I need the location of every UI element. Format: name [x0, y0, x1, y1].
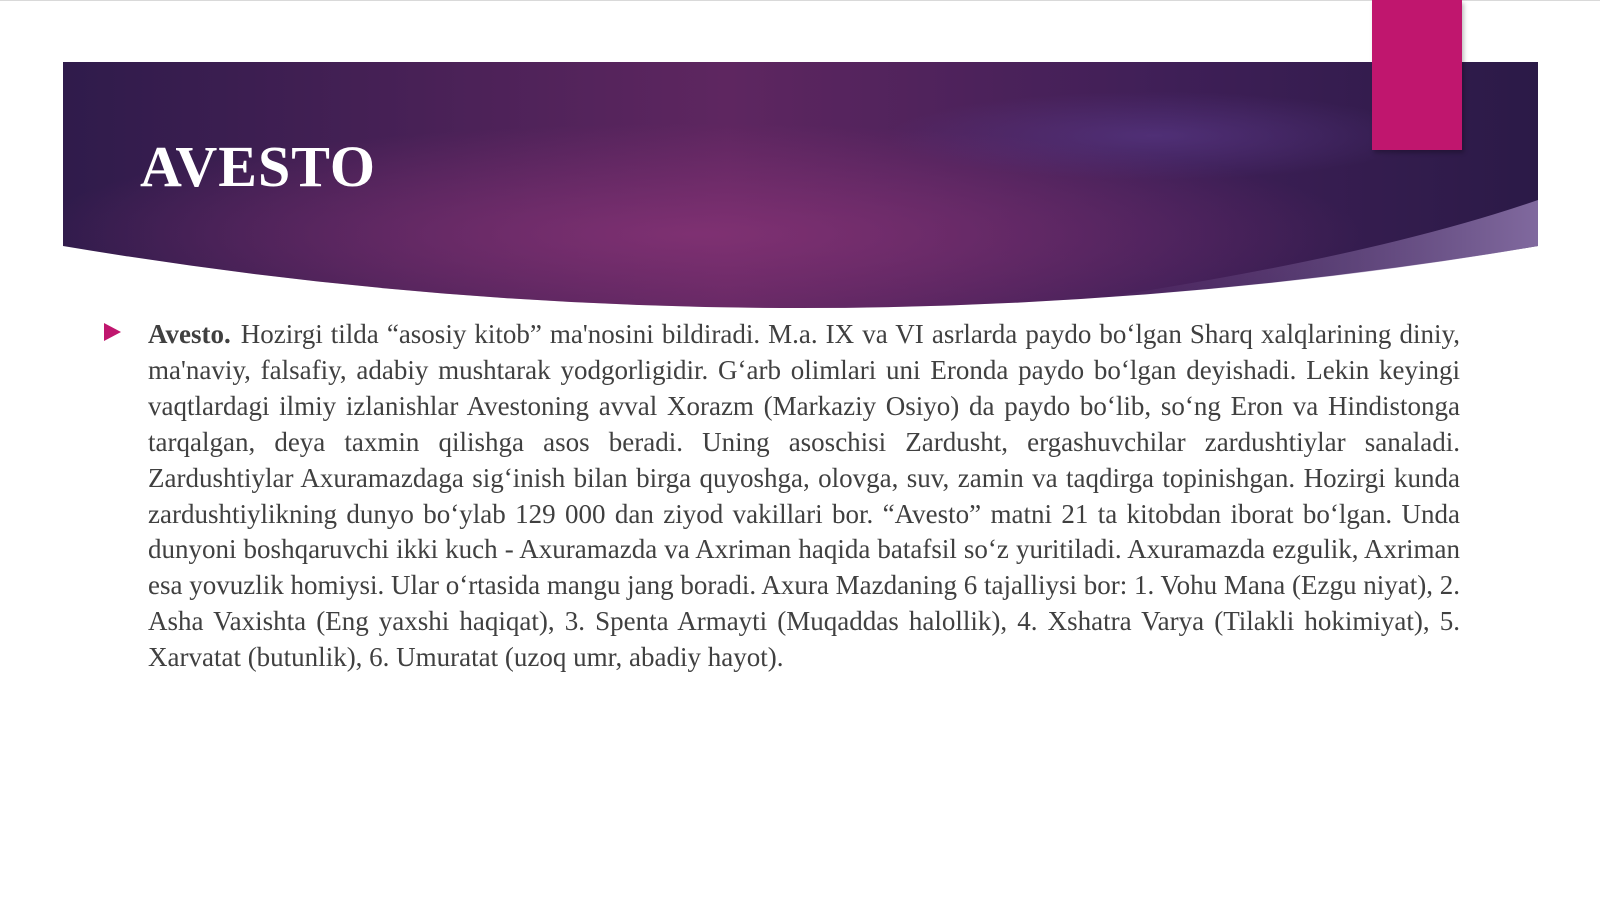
bullet-arrow-icon	[104, 323, 121, 341]
body-text: Hozirgi tilda “asosiy kitob” ma'nosini bildiradi. M.a. IX va VI asrlarda paydo bo‘lgan Sharq xalqlarining diniy, ma'naviy, falsafiy, adabiy mushtarak yodgorligidir. G‘arb olimlari uni Eronda paydo bo‘lgan deyishadi. Lekin keyingi vaqtlardagi ilmiy izlanishlar Avestoning avval Xorazm (Markaziy Osiyo) da paydo bo‘lib, so‘ng Eron va Hindistonga tarqalgan, deya taxmin qilishga asos beradi. Uning asoschisi Zardusht, ergashuvchilar zardushtiylar sanaladi. Zardushtiylar Axuramazdaga sig‘inish bilan birga quyoshga, olovga, suv, zamin va taqdirga topinishgan. Hozirgi kunda zardushtiylikning dunyo bo‘ylab 129 000 dan ziyod vakillari bor. “Avesto” matni 21 ta kitobdan iborat bo‘lgan. Unda dunyoni boshqaruvchi ikki kuch - Axuramazda va Axriman haqida batafsil so‘z yuritiladi. Axuramazda ezgulik, Axriman esa yovuzlik homiysi. Ular o‘rtasida mangu jang boradi. Axura Mazdaning 6 tajalliysi bor: 1. Vohu Mana (Ezgu niyat), 2. Asha Vaxishta (Eng yaxshi haqiqat), 3. Spenta Armayti (Muqaddas halollik), 4. Xshatra Varya (Tilakli hokimiyat), 5. Xarvatat (butunlik), 6. Umuratat (uzoq umr, abadiy hayot).	[148, 319, 1460, 673]
slide-title: AVESTO	[140, 134, 376, 199]
lead-term: Avesto.	[148, 319, 231, 349]
body-paragraph	[148, 317, 1460, 676]
accent-tab	[1372, 0, 1462, 150]
